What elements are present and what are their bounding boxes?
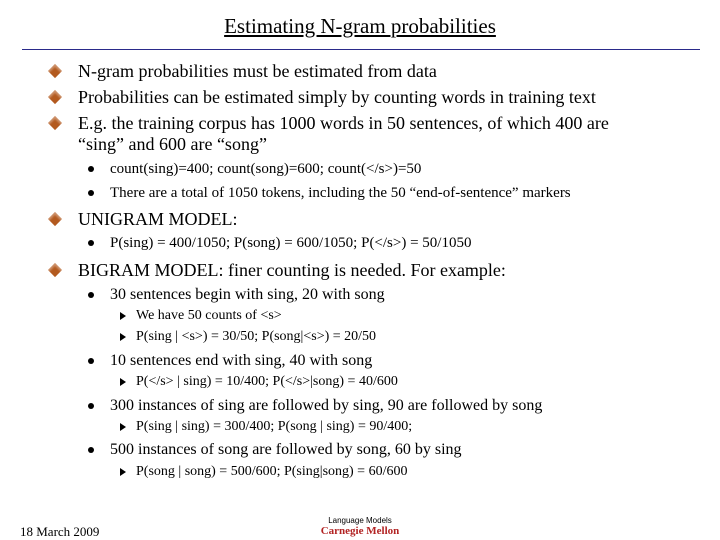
dot-bullet-icon [88,166,94,172]
footer-date: 18 March 2009 [20,524,100,539]
bullet-unigram-model: UNIGRAM MODEL: [78,209,238,229]
arrow-bullet-icon [120,333,126,341]
dot-bullet-icon [88,190,94,196]
bullet-training-corpus-line1: E.g. the training corpus has 1000 words in 50 sentences, of which 400 are [78,113,609,133]
arrow-bullet-icon [120,378,126,386]
arrow-bullet-icon [120,312,126,320]
dot-bullet-icon [88,292,94,298]
bullet-counting-words: Probabilities can be estimated simply by counting words in training text [78,87,596,107]
subbullet-unigram-probs: P(sing) = 400/1050; P(song) = 600/1050; P(</s>) = 50/1050 [110,235,472,251]
subbullet-counts: count(sing)=400; count(song)=600; count(</s>)=50 [110,161,422,177]
subsubbullet-p-end-given: P(</s> | sing) = 10/400; P(</s>|song) = 40/600 [136,374,398,389]
diamond-bullet-icon [48,90,62,104]
bullet-bigram-model: BIGRAM MODEL: finer counting is needed. For example: [78,260,506,280]
subbullet-song-followed: 500 instances of song are followed by song, 60 by sing [110,441,462,458]
organization-logo: Carnegie Mellon [320,525,400,537]
slide-title: Estimating N-gram probabilities [224,14,496,38]
subsubbullet-p-given-song: P(song | song) = 500/600; P(sing|song) = 60/600 [136,464,408,479]
dot-bullet-icon [88,403,94,409]
subsubbullet-counts-of-s: We have 50 counts of <s> [136,308,282,323]
subbullet-total-tokens: There are a total of 1050 tokens, including the 50 “end-of-sentence” markers [110,185,571,201]
arrow-bullet-icon [120,468,126,476]
diamond-bullet-icon [48,116,62,130]
subsubbullet-p-given-sing: P(sing | sing) = 300/400; P(song | sing) = 90/400; [136,419,413,434]
diamond-bullet-icon [48,212,62,226]
subbullet-sentences-begin: 30 sentences begin with sing, 20 with song [110,286,385,303]
footer-topic: Language Models [328,516,392,525]
subbullet-sentences-end: 10 sentences end with sing, 40 with song [110,352,373,369]
dot-bullet-icon [88,240,94,246]
arrow-bullet-icon [120,423,126,431]
dot-bullet-icon [88,358,94,364]
title-underline-rule [22,49,700,50]
dot-bullet-icon [88,447,94,453]
diamond-bullet-icon [48,64,62,78]
subsubbullet-p-given-s: P(sing | <s>) = 30/50; P(song|<s>) = 20/50 [136,329,377,344]
subbullet-sing-followed: 300 instances of sing are followed by sing, 90 are followed by song [110,397,543,414]
bullet-training-corpus-line2: “sing” and 600 are “song” [78,134,267,154]
bullet-estimated-from-data: N-gram probabilities must be estimated from data [78,61,437,81]
diamond-bullet-icon [48,263,62,277]
